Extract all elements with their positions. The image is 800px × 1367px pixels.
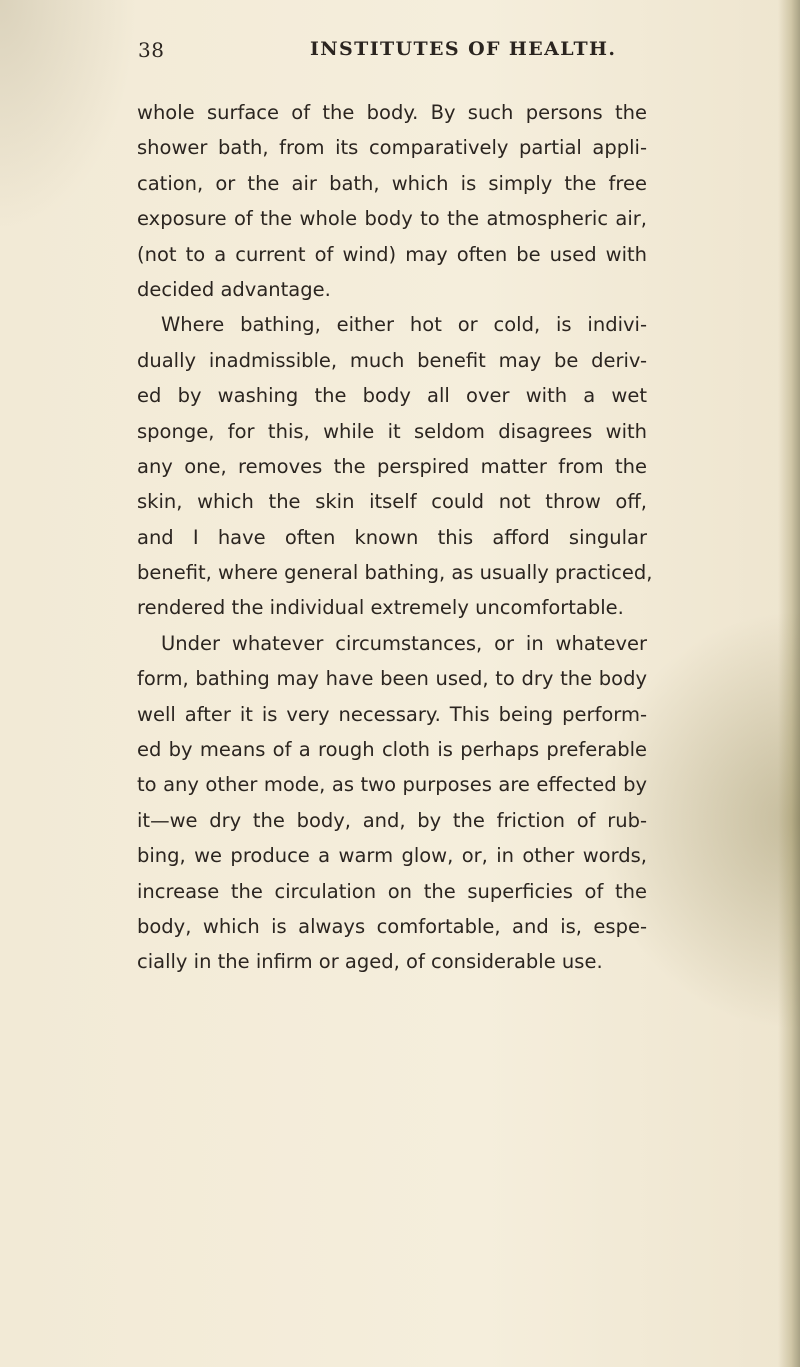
page-number: 38 <box>138 38 165 62</box>
text-line: ed by washing the body all over with a wet <box>137 384 647 408</box>
text-line: well after it is very necessary. This being perform- <box>137 702 647 726</box>
text-line: cation, or the air bath, which is simply the free <box>137 171 647 195</box>
text-line: it—we dry the body, and, by the friction of rub- <box>137 808 647 832</box>
text-line: body, which is always comfortable, and is, espe- <box>137 914 647 938</box>
text-line: Where bathing, either hot or cold, is indivi- <box>161 313 647 337</box>
text-line: whole surface of the body. By such persons the <box>137 101 647 124</box>
text-line: cially in the infirm or aged, of considerable use. <box>137 950 603 974</box>
text-line: decided advantage. <box>137 277 331 301</box>
text-line: form, bathing may have been used, to dry the body <box>137 667 647 691</box>
text-line: any one, removes the perspired matter from the <box>137 454 647 478</box>
text-line: rendered the individual extremely uncomfortable. <box>137 596 624 620</box>
text-line: (not to a current of wind) may often be used with <box>137 242 647 266</box>
text-line: benefit, where general bathing, as usually practiced, <box>137 561 653 585</box>
text-line: dually inadmissible, much benefit may be deriv- <box>137 348 647 372</box>
text-line: bing, we produce a warm glow, or, in other words, <box>137 844 647 868</box>
running-head: INSTITUTES OF HEALTH. <box>310 38 617 60</box>
text-line: Under whatever circumstances, or in whatever <box>161 631 647 655</box>
text-line: exposure of the whole body to the atmospheric air, <box>137 207 647 231</box>
text-line: shower bath, from its comparatively partial appli- <box>137 136 647 160</box>
text-line: increase the circulation on the superficies of the <box>137 879 647 903</box>
page-edge-shadow <box>778 0 800 1367</box>
text-line: sponge, for this, while it seldom disagrees with <box>137 419 647 443</box>
text-line: and I have often known this afford singular <box>137 525 647 549</box>
text-line: to any other mode, as two purposes are effected by <box>137 773 647 797</box>
text-line: skin, which the skin itself could not throw off, <box>137 490 647 514</box>
body-text <box>137 95 653 980</box>
text-line: ed by means of a rough cloth is perhaps preferable <box>137 738 647 762</box>
page-header <box>138 38 618 74</box>
